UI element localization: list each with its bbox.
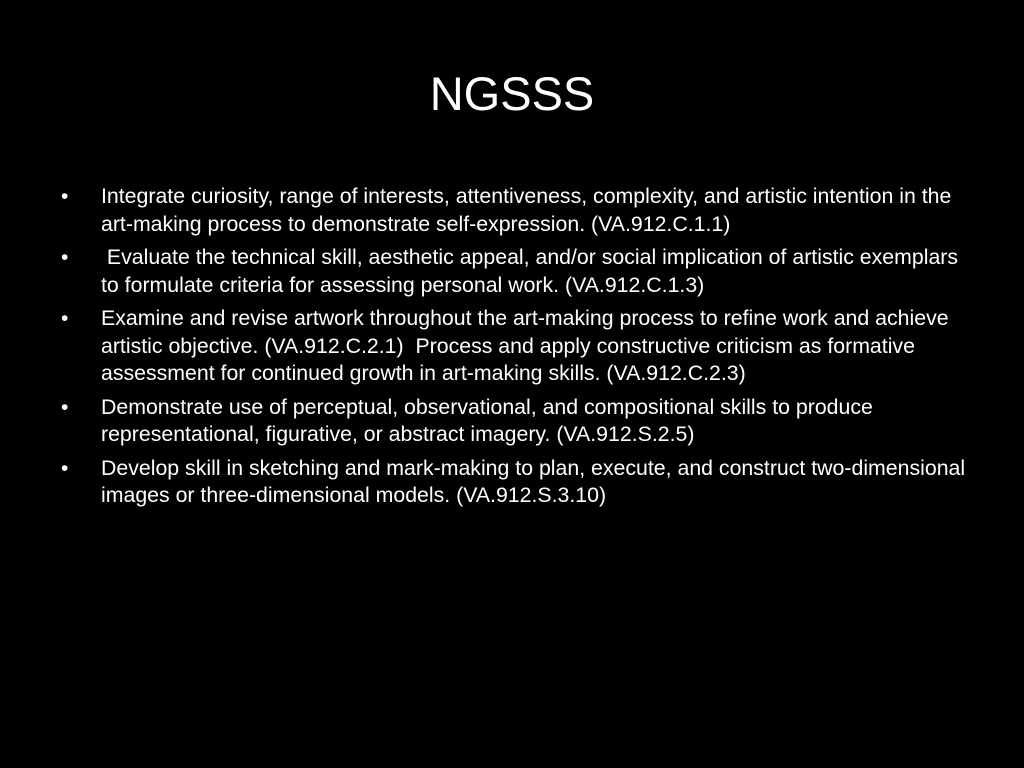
bullet-text: Examine and revise artwork throughout the art-making process to refine work and achieve artistic objective. (VA.912.C.2.1) Process and apply constructive criticism as formative assessment for continued growth in art-making skills. (VA.912.C.2.3)	[101, 306, 955, 385]
bullet-text: Evaluate the technical skill, aesthetic appeal, and/or social implication of artistic exemplars to formulate criteria for assessing personal work. (VA.912.C.1.3)	[101, 245, 964, 297]
bullet-item-5	[60, 455, 970, 510]
bullet-icon: •	[61, 185, 69, 208]
bullet-icon: •	[61, 456, 69, 480]
bullet-text: Develop skill in sketching and mark-making to plan, execute, and construct two-dimensional images or three-dimensional models. (VA.912.S.3.10)	[101, 455, 972, 507]
bullet-item-4	[60, 394, 970, 449]
slide-title: NGSSS	[429, 67, 595, 120]
bullet-item-2	[60, 244, 970, 299]
bullet-text: Demonstrate use of perceptual, observational, and compositional skills to produce representational, figurative, or abstract imagery. (VA.912.S.2.5)	[101, 394, 879, 446]
bullet-text: Integrate curiosity, range of interests, attentiveness, complexity, and artistic intention in the art-making process to demonstrate self-expression. (VA.912.C.1.1)	[101, 184, 958, 236]
bullet-icon: •	[61, 246, 69, 269]
bullet-item-1	[60, 183, 970, 238]
bullet-item-3	[60, 305, 970, 388]
bullet-icon: •	[61, 307, 69, 330]
bullet-list	[60, 183, 970, 516]
bullet-icon: •	[61, 395, 69, 419]
